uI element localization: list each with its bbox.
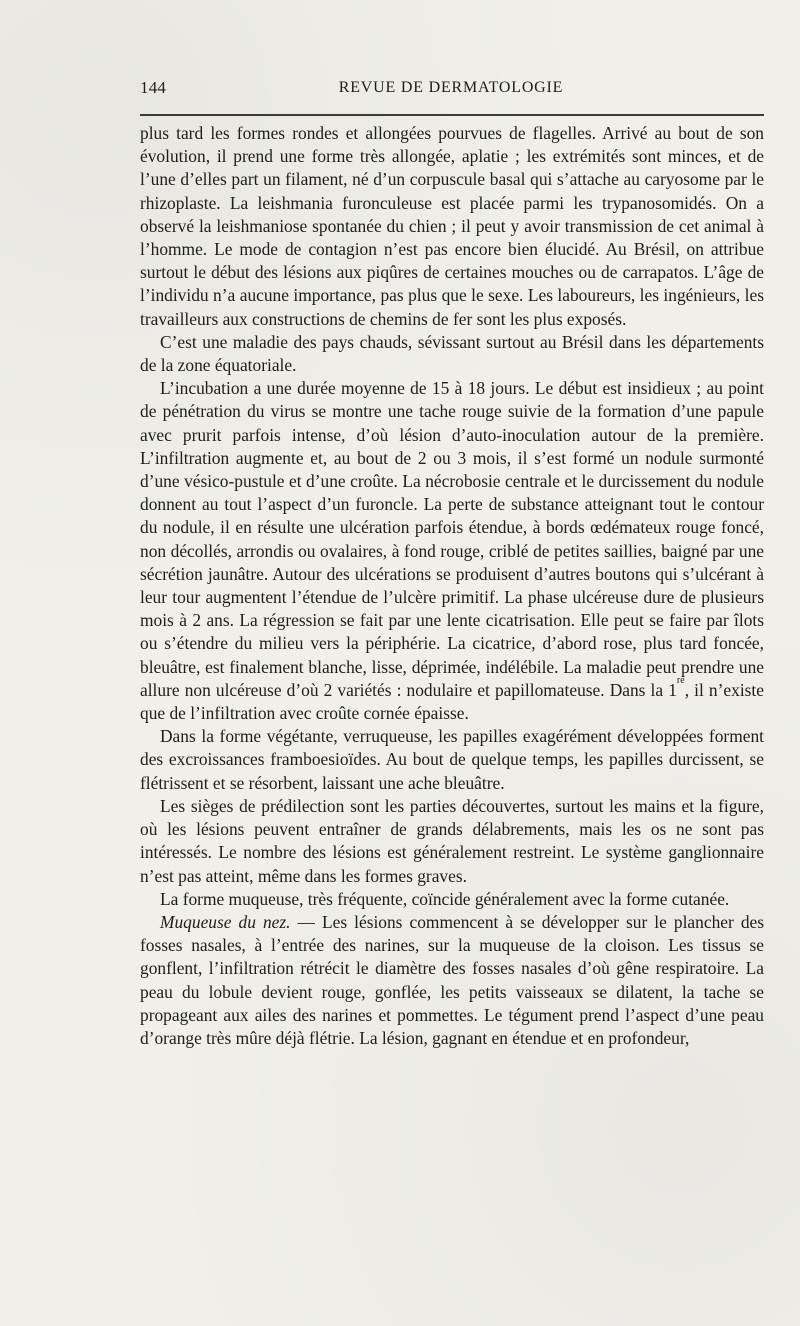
running-title: REVUE DE DERMATOLOGIE <box>338 79 564 96</box>
paragraph-3-superscript-base: 1 <box>668 679 677 700</box>
paragraph-3 <box>140 377 764 725</box>
paragraph-5: Les sièges de prédilection sont les parties découvertes, surtout les mains et la figure, où les lésions peuvent entraîner de grands délabrements, mais les os ne sont pas intéressés. Le nombre des lésions est généralement restreint. Le système ganglionnaire n’est pas atteint, même dans les formes graves. <box>140 795 764 886</box>
paragraph-3-end: , il n’existe que de l’infiltration avec croûte cornée épaisse. <box>140 679 764 724</box>
page-number: 144 <box>140 78 167 97</box>
paragraph-7 <box>140 911 764 1050</box>
paragraph-4: Dans la forme végétante, verruqueuse, les papilles exagérément développées forment des excroissances framboesioïdes. Au bout de quelque temps, les papilles durcissent, se flétrissent et se résorbent, laissant une ache bleuâtre. <box>140 726 764 793</box>
paragraph-1: plus tard les formes rondes et allongées pourvues de flagelles. Arrivé au bout de son évolution, il prend une forme très allongée, aplatie ; les extrémités sont minces, et de l’une d’elles part un filament, né d’un corpuscule basal qui s’attache au caryosome par le rhizoplaste. La leishmania furonculeuse est placée parmi les trypanosomidés. On a observé la leishmaniose spontanée du chien ; il peut y avoir transmission de cet animal à l’homme. Le mode de contagion n’est pas encore bien élucidé. Au Brésil, on attribue surtout le début des lésions aux piqûres de certaines mouches ou de carrapatos. L’âge de l’individu n’a aucune importance, pas plus que le sexe. Les laboureurs, les ingénieurs, les travailleurs aux constructions de chemins de fer sont les plus exposés. <box>140 123 764 329</box>
paragraph-2: C’est une maladie des pays chauds, sévissant surtout au Brésil dans les départements de la zone équatoriale. <box>140 331 764 376</box>
page-header <box>140 78 762 106</box>
paragraph-3-superscript: re <box>676 675 685 687</box>
paragraph-3-text: L’incubation a une durée moyenne de 15 à 18 jours. Le début est insidieux ; au point de pénétration du virus se montre une tache rouge suivie de la formation d’une papule avec prurit parfois intense, d’où lésion d’auto-inoculation autour de la première. L’infiltration augmente et, au bout de 2 ou 3 mois, il s’est formé un nodule surmonté d’une vésico-pustule et d’une croûte. La nécrobosie centrale et le durcissement du nodule donnent au tout l’aspect d’un furoncle. La perte de substance atteignant tout le contour du nodule, il en résulte une ulcération parfois étendue, à bords œdémateux rouge foncé, non décollés, arrondis ou ovalaires, à fond rouge, criblé de petites saillies, baigné par une sécrétion jaunâtre. Autour des ulcérations se produisent d’autres boutons qui s’ulcérant à leur tour augmentent l’étendue de l’ulcère primitif. La phase ulcéreuse dure de plusieurs mois à 2 ans. La régression se fait par une lente cicatrisation. Elle peut se faire par îlots ou s’étendre du milieu vers la périphérie. La cicatrice, d’abord rose, plus tard foncée, bleuâtre, est finalement blanche, lisse, déprimée, indélébile. La maladie peut prendre une allure non ulcéreuse d’où 2 variétés : nodulaire et papillomateuse. Dans la <box>140 378 764 700</box>
paragraph-7-text: — Les lésions commencent à se développer sur le plancher des fosses nasales, à l’entrée des narines, sur la muqueuse de la cloison. Les tissus se gonflent, l’infiltration rétrécit le diamètre des fosses nasales d’où gêne respiratoire. La peau du lobule devient rouge, gonflée, les petits vaisseaux se dilatent, la tache se propageant aux ailes des narines et pommettes. Le tégument prend l’aspect d’une peau d’orange très mûre déjà flétrie. La lésion, gagnant en étendue et en profondeur, <box>140 911 765 1048</box>
paragraph-6: La forme muqueuse, très fréquente, coïncide généralement avec la forme cutanée. <box>160 888 730 909</box>
article-body <box>140 122 764 1050</box>
header-rule <box>140 114 764 116</box>
section-label-nose: Muqueuse du nez. <box>160 911 291 932</box>
